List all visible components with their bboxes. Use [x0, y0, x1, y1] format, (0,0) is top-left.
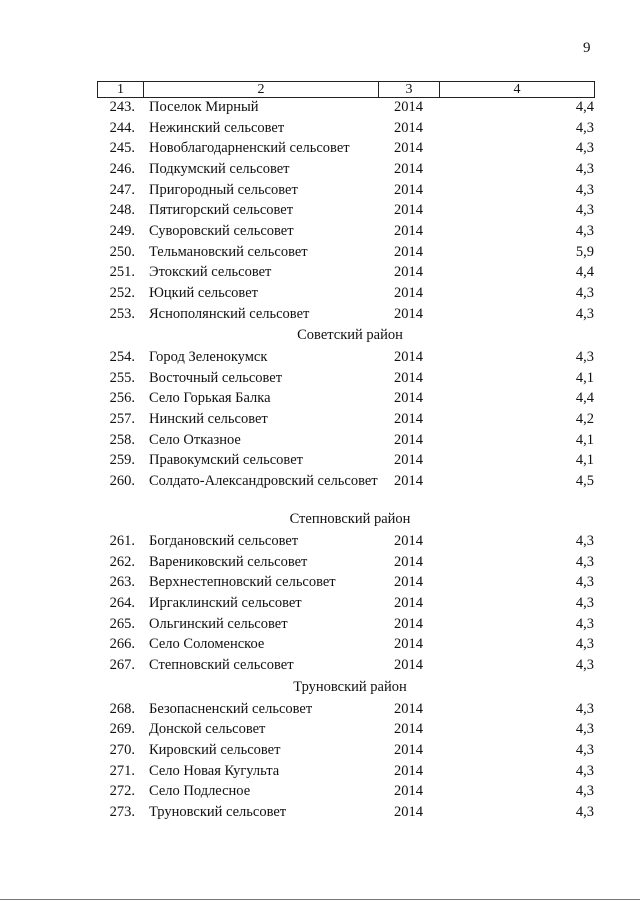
row-year: 2014	[394, 553, 423, 570]
row-year: 2014	[394, 119, 423, 136]
table-row	[0, 180, 640, 200]
table-row	[0, 138, 640, 158]
row-number: 243.	[109, 99, 135, 115]
row-value: 4,3	[575, 533, 594, 550]
row-name: Тельмановский сельсовет	[149, 243, 308, 260]
row-name: Кировский сельсовет	[149, 741, 281, 758]
row-year: 2014	[394, 243, 423, 260]
row-value: 4,4	[575, 390, 594, 407]
row-name: Яснополянский сельсовет	[149, 305, 310, 322]
table-row	[0, 159, 640, 179]
table-row	[0, 388, 640, 408]
row-number: 269.	[109, 721, 135, 738]
row-name: Иргаклинский сельсовет	[149, 595, 302, 611]
row-value: 4,2	[575, 411, 594, 428]
table-row	[0, 262, 640, 282]
row-year: 2014	[394, 369, 423, 386]
row-number: 272.	[109, 783, 135, 800]
row-name: Поселок Мирный	[149, 99, 259, 115]
row-number: 270.	[109, 741, 135, 758]
table-row	[0, 740, 640, 760]
row-value: 4,3	[575, 574, 594, 591]
row-name: Юцкий сельсовет	[149, 284, 258, 301]
table-row	[0, 304, 640, 324]
row-value: 4,5	[575, 473, 594, 490]
row-year: 2014	[394, 721, 423, 738]
header-col-3: 3	[405, 82, 413, 97]
table-row	[0, 118, 640, 138]
row-number: 261.	[109, 533, 135, 550]
row-number: 248.	[109, 202, 135, 219]
row-number: 267.	[109, 656, 135, 673]
row-name: Село Соломенское	[149, 636, 265, 653]
row-number: 256.	[109, 390, 135, 407]
table-row	[0, 781, 640, 801]
row-value: 4,4	[575, 99, 594, 115]
header-col-2: 2	[257, 82, 265, 97]
row-number: 259.	[109, 452, 135, 469]
row-year: 2014	[394, 431, 423, 448]
row-year: 2014	[394, 615, 423, 632]
row-year: 2014	[394, 783, 423, 800]
table-row	[0, 761, 640, 781]
row-value: 4,3	[575, 615, 594, 632]
row-name: Верхнестепновский сельсовет	[149, 574, 336, 591]
row-name: Труновский сельсовет	[149, 803, 287, 820]
row-value: 4,3	[575, 721, 594, 738]
row-year: 2014	[394, 160, 423, 177]
row-name: Пригородный сельсовет	[149, 181, 298, 198]
row-name: Безопасненский сельсовет	[149, 700, 313, 717]
row-year: 2014	[394, 181, 423, 198]
row-value: 4,1	[575, 369, 594, 386]
row-number: 266.	[109, 636, 135, 653]
row-value: 4,3	[575, 160, 594, 177]
row-value: 4,4	[575, 264, 594, 281]
row-name: Село Новая Кугульта	[149, 762, 280, 779]
row-number: 265.	[109, 615, 135, 632]
page-bottom-rule	[0, 899, 640, 900]
table-row	[0, 614, 640, 634]
row-value: 4,3	[575, 636, 594, 653]
row-name: Этокский сельсовет	[149, 264, 272, 281]
row-year: 2014	[394, 140, 423, 157]
row-value: 5,9	[575, 243, 594, 260]
table-row	[0, 471, 640, 491]
row-value: 4,3	[575, 803, 594, 820]
row-number: 254.	[109, 349, 135, 366]
row-year: 2014	[394, 222, 423, 239]
row-name: Нинский сельсовет	[149, 411, 268, 428]
row-value: 4,1	[575, 431, 594, 448]
row-name: Новоблагодарненский сельсовет	[149, 140, 350, 157]
header-col-4: 4	[513, 82, 521, 97]
table-row	[0, 552, 640, 572]
row-value: 4,3	[575, 700, 594, 717]
row-number: 257.	[109, 411, 135, 428]
table-row	[0, 97, 640, 117]
row-number: 244.	[109, 119, 135, 136]
row-name: Варениковский сельсовет	[149, 553, 308, 570]
row-name: Село Отказное	[149, 431, 241, 448]
row-year: 2014	[394, 533, 423, 550]
row-number: 253.	[109, 305, 135, 322]
row-year: 2014	[394, 305, 423, 322]
row-number: 273.	[109, 803, 135, 820]
row-name: Город Зеленокумск	[149, 349, 268, 366]
row-year: 2014	[394, 700, 423, 717]
row-value: 4,3	[575, 741, 594, 758]
row-name: Нежинский сельсовет	[149, 119, 285, 136]
table-row	[0, 409, 640, 429]
header-col-1: 1	[117, 82, 124, 97]
row-name: Богдановский сельсовет	[149, 533, 299, 550]
row-name: Солдато-Александровский сельсовет	[149, 473, 378, 490]
row-year: 2014	[394, 452, 423, 469]
row-number: 260.	[109, 473, 135, 490]
row-year: 2014	[394, 595, 423, 611]
row-year: 2014	[394, 349, 423, 366]
table-row	[0, 347, 640, 367]
row-year: 2014	[394, 803, 423, 820]
row-year: 2014	[394, 284, 423, 301]
row-name: Ольгинский сельсовет	[149, 615, 288, 632]
row-name: Правокумский сельсовет	[149, 452, 303, 469]
row-number: 255.	[109, 369, 135, 386]
row-name: Село Подлесное	[149, 783, 251, 800]
row-value: 4,3	[575, 762, 594, 779]
table-row	[0, 802, 640, 822]
row-number: 245.	[109, 140, 135, 157]
row-year: 2014	[394, 574, 423, 591]
row-value: 4,3	[575, 349, 594, 366]
table-row	[0, 221, 640, 241]
section-heading: Советский район	[297, 327, 403, 344]
row-number: 262.	[109, 553, 135, 570]
row-value: 4,3	[575, 222, 594, 239]
section-heading: Труновский район	[293, 678, 407, 695]
row-year: 2014	[394, 473, 423, 490]
table-row	[0, 450, 640, 470]
row-number: 263.	[109, 574, 135, 591]
row-year: 2014	[394, 202, 423, 219]
row-year: 2014	[394, 411, 423, 428]
row-number: 271.	[109, 762, 135, 779]
table-row	[0, 634, 640, 654]
row-name: Подкумский сельсовет	[149, 160, 290, 177]
row-name: Восточный сельсовет	[149, 369, 283, 386]
section-heading: Степновский район	[289, 511, 411, 528]
row-number: 246.	[109, 160, 135, 177]
row-value: 4,3	[575, 181, 594, 198]
table-row	[0, 242, 640, 262]
row-year: 2014	[394, 656, 423, 673]
row-year: 2014	[394, 390, 423, 407]
table-row	[0, 531, 640, 551]
row-value: 4,3	[575, 595, 594, 611]
table-row	[0, 368, 640, 388]
table-row	[0, 655, 640, 675]
row-value: 4,1	[575, 452, 594, 469]
row-year: 2014	[394, 762, 423, 779]
table-row	[0, 572, 640, 592]
row-name: Суворовский сельсовет	[149, 222, 294, 239]
row-number: 249.	[109, 222, 135, 239]
row-year: 2014	[394, 99, 423, 115]
row-value: 4,3	[575, 783, 594, 800]
row-value: 4,3	[575, 140, 594, 157]
row-number: 247.	[109, 181, 135, 198]
row-year: 2014	[394, 636, 423, 653]
row-value: 4,3	[575, 284, 594, 301]
row-number: 268.	[109, 700, 135, 717]
row-number: 264.	[109, 595, 135, 611]
row-number: 258.	[109, 431, 135, 448]
row-value: 4,3	[575, 202, 594, 219]
row-name: Пятигорский сельсовет	[149, 202, 294, 219]
page-number: 9	[583, 40, 591, 56]
row-year: 2014	[394, 741, 423, 758]
row-value: 4,3	[575, 305, 594, 322]
table-row	[0, 593, 640, 613]
row-value: 4,3	[575, 119, 594, 136]
row-value: 4,3	[575, 656, 594, 673]
row-name: Степновский сельсовет	[149, 656, 294, 673]
table-header	[97, 81, 595, 98]
table-row	[0, 719, 640, 739]
table-row	[0, 283, 640, 303]
table-row	[0, 200, 640, 220]
row-year: 2014	[394, 264, 423, 281]
row-number: 252.	[109, 284, 135, 301]
row-number: 251.	[109, 264, 135, 281]
table-row	[0, 699, 640, 719]
row-name: Донской сельсовет	[149, 721, 266, 738]
row-name: Село Горькая Балка	[149, 390, 271, 407]
table-row	[0, 430, 640, 450]
row-number: 250.	[109, 243, 135, 260]
row-value: 4,3	[575, 553, 594, 570]
